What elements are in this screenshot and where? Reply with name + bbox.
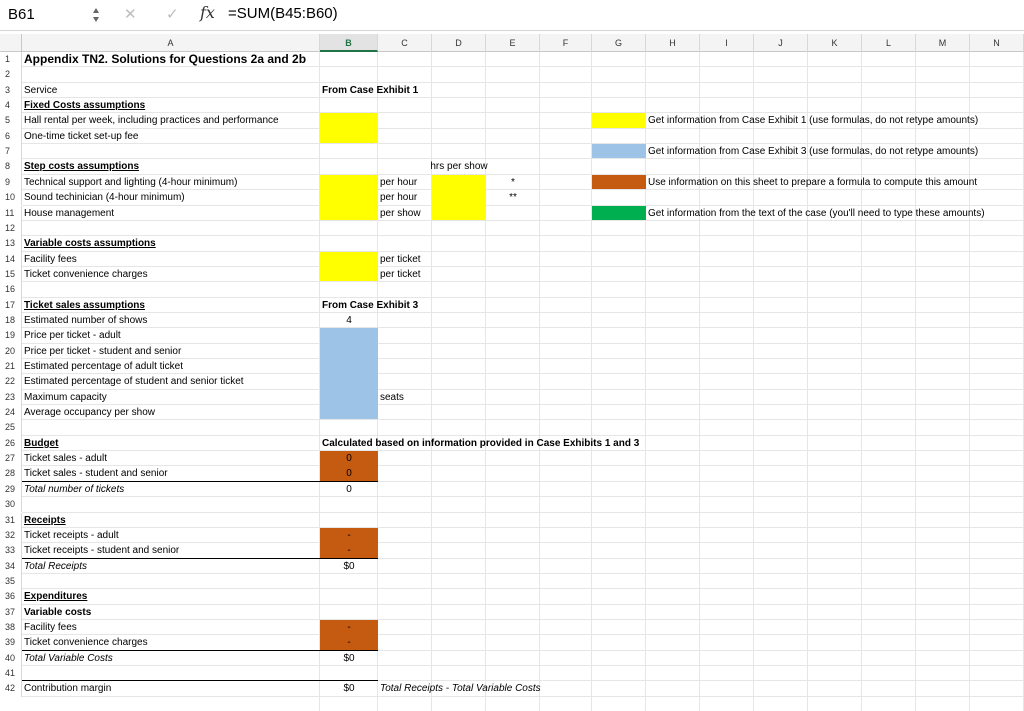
row-gridline: [22, 404, 1024, 405]
cell-b3[interactable]: From Case Exhibit 1: [322, 84, 419, 96]
row-gridline: [22, 281, 1024, 282]
row-header-4[interactable]: 4: [0, 98, 22, 113]
cell-a37[interactable]: Variable costs: [24, 606, 92, 618]
column-header-g[interactable]: G: [592, 34, 646, 52]
row-header-1[interactable]: 1: [0, 52, 22, 67]
row-header-19[interactable]: 19: [0, 328, 22, 343]
fill-yellow-d9: [432, 175, 486, 220]
cell-b33[interactable]: -: [347, 545, 351, 557]
row-header-6[interactable]: 6: [0, 129, 22, 144]
row-header-20[interactable]: 20: [0, 344, 22, 359]
cell-a11[interactable]: House management: [24, 207, 115, 219]
row-header-41[interactable]: 41: [0, 666, 22, 681]
cell-b42[interactable]: $0: [343, 683, 355, 695]
row-header-7[interactable]: 7: [0, 144, 22, 159]
name-box[interactable]: [0, 2, 104, 26]
cell-b27[interactable]: 0: [346, 453, 352, 465]
cell-b17[interactable]: From Case Exhibit 3: [322, 299, 419, 311]
cell-a20[interactable]: Price per ticket - student and senior: [24, 345, 182, 357]
fill-yellow-b9: [320, 175, 378, 220]
fill-yellow-g5: [592, 113, 646, 127]
cancel-icon[interactable]: ✕: [124, 6, 137, 23]
cell-b39[interactable]: -: [347, 637, 351, 649]
column-header-h[interactable]: H: [646, 34, 700, 52]
row-gridline: [22, 297, 1024, 298]
row-gridline: [22, 235, 1024, 236]
row-header-24[interactable]: 24: [0, 405, 22, 420]
row-header-25[interactable]: 25: [0, 420, 22, 435]
legend-green-text[interactable]: Get information from the text of the case (you'll need to type these amounts): [648, 207, 985, 219]
row-gridline: [22, 619, 1024, 620]
cell-a36[interactable]: Expenditures: [24, 591, 88, 603]
fill-yellow-b5: [320, 113, 378, 143]
cell-a6[interactable]: One-time ticket set-up fee: [24, 130, 139, 142]
row-gridline: [22, 604, 1024, 605]
column-header-b[interactable]: B: [320, 34, 378, 52]
row-gridline: [22, 588, 1024, 589]
cell-a9[interactable]: Technical support and lighting (4-hour minimum): [24, 176, 238, 188]
row-header-37[interactable]: 37: [0, 605, 22, 620]
cell-c11[interactable]: per show: [380, 207, 421, 219]
cell-b26[interactable]: Calculated based on information provided in Case Exhibits 1 and 3: [322, 437, 640, 449]
row-header-27[interactable]: 27: [0, 451, 22, 466]
fill-blue-b19: [320, 328, 378, 419]
row-header-9[interactable]: 9: [0, 175, 22, 190]
cell-a29[interactable]: Total number of tickets: [24, 483, 125, 495]
row-header-15[interactable]: 15: [0, 267, 22, 282]
cell-a42[interactable]: Contribution margin: [24, 683, 112, 695]
formula-bar: [0, 0, 1024, 31]
cell-b40[interactable]: $0: [343, 652, 355, 664]
row-header-14[interactable]: 14: [0, 252, 22, 267]
enter-icon[interactable]: ✓: [166, 6, 179, 23]
fill-blue-g7: [592, 144, 646, 158]
row-gridline: [22, 665, 1024, 666]
column-header-f[interactable]: F: [540, 34, 592, 52]
row-header-32[interactable]: 32: [0, 528, 22, 543]
column-gridline: [485, 52, 486, 711]
row-gridline: [22, 251, 1024, 252]
column-header-d[interactable]: D: [432, 34, 486, 52]
cell-c42[interactable]: Total Receipts - Total Variable Costs: [380, 683, 541, 695]
cell-a28[interactable]: Ticket sales - student and senior: [24, 468, 168, 480]
cell-a1[interactable]: Appendix TN2. Solutions for Questions 2a and 2b: [24, 52, 307, 66]
row-gridline: [22, 82, 1024, 83]
column-header-e[interactable]: E: [486, 34, 540, 52]
row-header-22[interactable]: 22: [0, 374, 22, 389]
cell-a13[interactable]: Variable costs assumptions: [24, 238, 156, 250]
cell-a39[interactable]: Ticket convenience charges: [24, 637, 148, 649]
row-gridline: [22, 266, 1024, 267]
row-header-30[interactable]: 30: [0, 497, 22, 512]
cell-a40[interactable]: Total Variable Costs: [24, 652, 113, 664]
cell-a15[interactable]: Ticket convenience charges: [24, 268, 148, 280]
name-box-stepper-icon[interactable]: [92, 6, 100, 24]
cell-c14[interactable]: per ticket: [380, 253, 421, 265]
row-header-33[interactable]: 33: [0, 543, 22, 558]
column-header-i[interactable]: I: [700, 34, 754, 52]
formula-input[interactable]: =SUM(B45:B60): [228, 5, 338, 22]
cell-a4[interactable]: Fixed Costs assumptions: [24, 100, 146, 112]
row-gridline: [22, 573, 1024, 574]
cell-e10[interactable]: **: [509, 192, 517, 204]
cell-a27[interactable]: Ticket sales - adult: [24, 453, 107, 465]
row-gridline: [22, 465, 1024, 466]
row-header-17[interactable]: 17: [0, 298, 22, 313]
row-gridline: [22, 97, 1024, 98]
name-box-value: B61: [8, 6, 35, 23]
row-header-3[interactable]: 3: [0, 83, 22, 98]
cell-a8[interactable]: Step costs assumptions: [24, 161, 140, 173]
select-all-corner[interactable]: [0, 34, 22, 52]
row-header-34[interactable]: 34: [0, 559, 22, 574]
row-gridline: [22, 512, 1024, 513]
cell-a32[interactable]: Ticket receipts - adult: [24, 529, 119, 541]
spreadsheet-grid[interactable]: [0, 34, 1024, 711]
cell-b32[interactable]: -: [347, 529, 351, 541]
legend-orange-text[interactable]: Use information on this sheet to prepare a formula to compute this amount: [648, 176, 978, 188]
row-header-36[interactable]: 36: [0, 589, 22, 604]
column-gridline: [539, 52, 540, 711]
row-header-23[interactable]: 23: [0, 390, 22, 405]
cell-a5[interactable]: Hall rental per week, including practices and performance: [24, 115, 279, 127]
row-gridline: [22, 327, 1024, 328]
cell-c10[interactable]: per hour: [380, 192, 418, 204]
row-header-18[interactable]: 18: [0, 313, 22, 328]
row-header-39[interactable]: 39: [0, 635, 22, 650]
column-header-l[interactable]: L: [862, 34, 916, 52]
cell-b38[interactable]: -: [347, 621, 351, 633]
function-icon[interactable]: fx: [200, 3, 215, 22]
cell-c23[interactable]: seats: [380, 391, 404, 403]
column-header-j[interactable]: J: [754, 34, 808, 52]
cell-a10[interactable]: Sound techinician (4-hour minimum): [24, 192, 185, 204]
row-header-12[interactable]: 12: [0, 221, 22, 236]
cell-a38[interactable]: Facility fees: [24, 621, 77, 633]
cell-b28[interactable]: 0: [346, 468, 352, 480]
cell-c15[interactable]: per ticket: [380, 268, 421, 280]
row-header-42[interactable]: 42: [0, 681, 22, 696]
column-header-m[interactable]: M: [916, 34, 970, 52]
row-header-13[interactable]: 13: [0, 236, 22, 251]
column-header-c[interactable]: C: [378, 34, 432, 52]
cell-a3[interactable]: Service: [24, 84, 58, 96]
row-header-16[interactable]: 16: [0, 282, 22, 297]
cell-a22[interactable]: Estimated percentage of student and senior ticket: [24, 376, 244, 388]
row-header-2[interactable]: 2: [0, 67, 22, 82]
cell-b18[interactable]: 4: [346, 314, 352, 326]
cell-a26[interactable]: Budget: [24, 437, 59, 449]
row-header-10[interactable]: 10: [0, 190, 22, 205]
cell-a24[interactable]: Average occupancy per show: [24, 407, 156, 419]
row-header-40[interactable]: 40: [0, 651, 22, 666]
cell-a14[interactable]: Facility fees: [24, 253, 77, 265]
column-header-k[interactable]: K: [808, 34, 862, 52]
cell-a34[interactable]: Total Receipts: [24, 560, 87, 572]
column-header-a[interactable]: A: [22, 34, 320, 52]
row-gridline: [22, 527, 1024, 528]
cell-a33[interactable]: Ticket receipts - student and senior: [24, 545, 180, 557]
cell-e9[interactable]: *: [511, 176, 515, 188]
row-gridline: [22, 419, 1024, 420]
column-header-n[interactable]: N: [970, 34, 1024, 52]
cell-a18[interactable]: Estimated number of shows: [24, 314, 148, 326]
fill-orange-g9: [592, 175, 646, 189]
cell-a21[interactable]: Estimated percentage of adult ticket: [24, 361, 183, 372]
cell-a23[interactable]: Maximum capacity: [24, 391, 107, 403]
row-header-28[interactable]: 28: [0, 466, 22, 481]
cell-d8[interactable]: hrs per show: [430, 161, 488, 173]
row-header-21[interactable]: 21: [0, 359, 22, 374]
row-header-5[interactable]: 5: [0, 113, 22, 128]
row-header-8[interactable]: 8: [0, 159, 22, 174]
row-header-11[interactable]: 11: [0, 206, 22, 221]
cell-b29[interactable]: 0: [346, 483, 352, 495]
legend-blue-text[interactable]: Get information from Case Exhibit 3 (use formulas, do not retype amounts): [648, 146, 979, 158]
row-gridline: [22, 496, 1024, 497]
row-header-31[interactable]: 31: [0, 513, 22, 528]
legend-yellow-text[interactable]: Get information from Case Exhibit 1 (use formulas, do not retype amounts): [648, 115, 979, 127]
column-gridline: [431, 52, 432, 711]
row-header-26[interactable]: 26: [0, 436, 22, 451]
fill-yellow-b14: [320, 252, 378, 282]
row-gridline: [22, 634, 1024, 635]
fill-green-g11: [592, 206, 646, 220]
cell-b34[interactable]: $0: [343, 560, 355, 572]
row-header-29[interactable]: 29: [0, 482, 22, 497]
row-header-35[interactable]: 35: [0, 574, 22, 589]
cell-a19[interactable]: Price per ticket - adult: [24, 330, 121, 342]
cell-c9[interactable]: per hour: [380, 176, 418, 188]
cell-a31[interactable]: Receipts: [24, 514, 66, 526]
row-header-38[interactable]: 38: [0, 620, 22, 635]
row-gridline: [22, 312, 1024, 313]
cell-a17[interactable]: Ticket sales assumptions: [24, 299, 145, 311]
